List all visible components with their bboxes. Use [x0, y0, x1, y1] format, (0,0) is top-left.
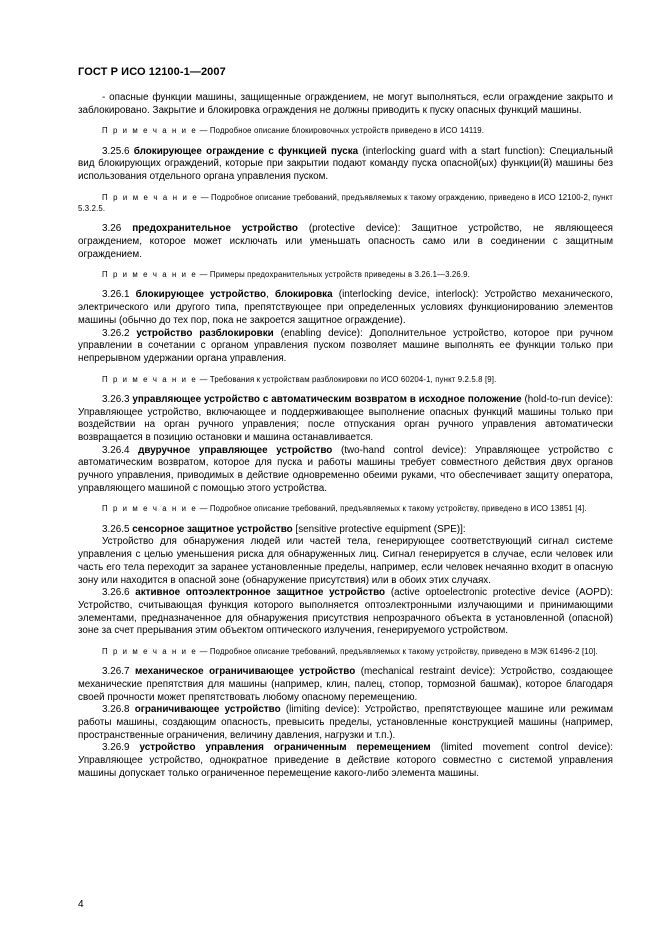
clause-term: механическое ограничивающее устройство	[134, 666, 356, 678]
clause-term: активное оптоэлектронное защитное устройство	[135, 587, 386, 599]
clause-number: 3.26	[102, 223, 122, 235]
note-label: П р и м е ч а н и е	[102, 270, 198, 280]
clause-paragraph	[78, 146, 613, 184]
clause-number: 3.26.2	[102, 327, 130, 339]
clause-number: 3.26.4	[102, 444, 130, 456]
clause-term: двуручное управляющее устройство	[138, 444, 333, 456]
clause-text: (interlocking device, interlock): Устройство механического, электрического или другого типа, препятствующее при определенных условиях функционированию элементов машины (обычно до тех пор, пока не закроется защитное ограждение).	[78, 289, 613, 326]
clause-text: (limiting device): Устройство, препятствующее машине или режимам работы машины, создающим опасность, превысить пределы, установленные конструкцией машины (например, пространственные ограничения, величину давления, нагрузки и т.п.).	[78, 704, 614, 741]
clause-number: 3.26.1	[102, 289, 130, 301]
note-text: — Подробное описание блокировочных устройств приведено в ИСО 14119.	[197, 126, 485, 136]
clause-paragraph	[78, 524, 613, 537]
clause-text: (hold-to-run device): Управляющее устройство, включающее и поддерживающее выполнение опасных функций машины только при воздействии на орган ручного управления; после отпускания орган ручного управления автоматически возвращается в позицию остановки и машина останавливается.	[78, 393, 614, 443]
clause-number: 3.26.8	[102, 704, 130, 716]
clause-text: (interlocking guard with a start function): Специальный вид блокирующих ограждений, которые при закрытии подают команду пуска опасной(ых) функции(й) машины без использования отдельного органа управления пуском.	[78, 145, 613, 183]
note-label: П р и м е ч а н и е	[102, 192, 199, 202]
clause-term: сенсорное защитное устройство	[132, 523, 293, 535]
clause-text: (limited movement control device): Управляющее устройство, однократное приведение в действие которого совместно с системой управления машины допускает только ограниченное перемещение какого-либо элемента машины.	[78, 742, 613, 779]
clause-term: блокирующее ограждение с функцией пуска	[133, 145, 359, 157]
clause-number: 3.26.9	[102, 742, 130, 754]
clause-text: (mechanical restraint device): Устройство, создающее механические препятствия для машины (например, клин, палец, стопор, тормозной башмак), которое благодаря своей прочности может препятствовать любому опасному перемещению.	[78, 666, 614, 703]
clause-text: (enabling device): Дополнительное устройство, которое при ручном управлении в сочетании с органом управления пуском позволяет машине выполнять ее функции только при непрерывном удержании органа управления.	[78, 327, 614, 364]
clause-paragraph	[78, 394, 613, 445]
clause-term: блокирующее устройство	[135, 289, 267, 301]
clause-number: 3.25.6	[102, 145, 130, 157]
note-text: — Подробное описание требований, предъявляемых к такому устройству, приведено в ИСО 13851 [4].	[197, 504, 587, 514]
clause-text: Устройство для обнаружения людей или частей тела, генерирующее соответствующий сигнал системе управления с целью уменьшения риска для обнаруженных лиц. Сигнал генерируется в случае, если человек или часть его тела переходит за заранее установленные пределы, например, если человек нечаянно входит в опасную зону или находится в опасной зоне (обнаружение присутствия) или в обоих этих случаях.	[78, 536, 613, 586]
clause-paragraph	[78, 704, 613, 742]
clause-number: 3.26.7	[102, 666, 130, 678]
note-paragraph	[78, 192, 613, 214]
note-text: — Требования к устройствам разблокировки по ИСО 60204-1, пункт 9.2.5.8 [9].	[197, 374, 497, 384]
document-header: ГОСТ Р ИСО 12100-1—2007	[78, 66, 226, 78]
clause-text: (two-hand control device): Управляющее устройство с автоматическим возвратом, которое для пуска и работы машины требует совместного действия двух органов ручного управления, приводимых в действие одновременно обеими руками, что обеспечивает защиту оператора, управляющего машиной с помощью этого устройства.	[78, 444, 613, 494]
clause-paragraph: 3.26.1 блокирующее устройство, блокировка (interlocking device, interlock): Устройство механического, электрического или другого типа, препятствующее при определенных условиях функционированию элементов машины (обычно до тех пор, пока не закроется защитное ограждение).	[78, 289, 613, 326]
clause-paragraph	[78, 742, 613, 780]
clause-paragraph	[78, 328, 613, 366]
note-paragraph	[78, 374, 613, 385]
clause-text: (active optoelectronic protective device (AOPD): Устройство, считывающая функция которого выполняется оптоэлектронными излучающими и принимающими элементами, предназначенное для обнаружения присутствия непрозрачного объекта в установленной (опасной) зоне за счет прерывания этим объектом оптического излучения, генерируемого устройством.	[78, 587, 613, 637]
page-number: 4	[78, 899, 84, 910]
document-body	[78, 92, 613, 781]
note-label: П р и м е ч а н и е	[102, 126, 198, 136]
clause-term: устройство разблокировки	[136, 327, 274, 339]
clause-text: - опасные функции машины, защищенные ограждением, не могут выполняться, если ограждение закрыто и заблокировано. Закрытие и блокировка ограждения не должны приводить к пуску опасных функций машины.	[78, 92, 613, 116]
note-paragraph	[78, 646, 613, 657]
clause-term: устройство управления ограниченным перемещением	[139, 742, 431, 754]
note-label: П р и м е ч а н и е	[102, 647, 198, 657]
clause-text: [sensitive protective equipment (SPE)]:	[292, 523, 466, 535]
clause-paragraph	[78, 536, 613, 587]
note-label: П р и м е ч а н и е	[102, 504, 198, 514]
clause-text: (protective device): Защитное устройство, не являющееся ограждением, которое может исключать или уменьшать опасность само или в соединении с защитным ограждением.	[78, 223, 613, 260]
note-text: — Подробное описание требований, предъявляемых к такому ограждению, приведено в ИСО 12100-2, пункт 5.3.2.5.	[78, 192, 613, 213]
clause-term: предохранительное устройство	[132, 223, 298, 235]
clause-term-alt: блокировка	[274, 289, 333, 301]
clause-term: управляющее устройство с автоматическим возвратом в исходное положение	[132, 393, 522, 405]
note-paragraph	[78, 125, 613, 136]
clause-term: ограничивающее устройство	[134, 704, 281, 716]
clause-paragraph	[78, 92, 613, 117]
note-label: П р и м е ч а н и е	[102, 374, 198, 384]
clause-number: 3.26.5	[102, 523, 130, 535]
note-paragraph	[78, 503, 613, 514]
note-paragraph	[78, 269, 613, 280]
clause-paragraph	[78, 587, 613, 638]
clause-number: 3.26.3	[102, 393, 130, 405]
clause-paragraph	[78, 223, 613, 261]
clause-paragraph	[78, 666, 613, 704]
clause-paragraph	[78, 445, 613, 496]
note-text: — Примеры предохранительных устройств приведены в 3.26.1—3.26.9.	[197, 270, 470, 280]
clause-number: 3.26.6	[102, 587, 130, 599]
note-text: — Подробное описание требований, предъявляемых к такому устройству, приведено в МЭК 61496-2 [10].	[197, 647, 598, 657]
